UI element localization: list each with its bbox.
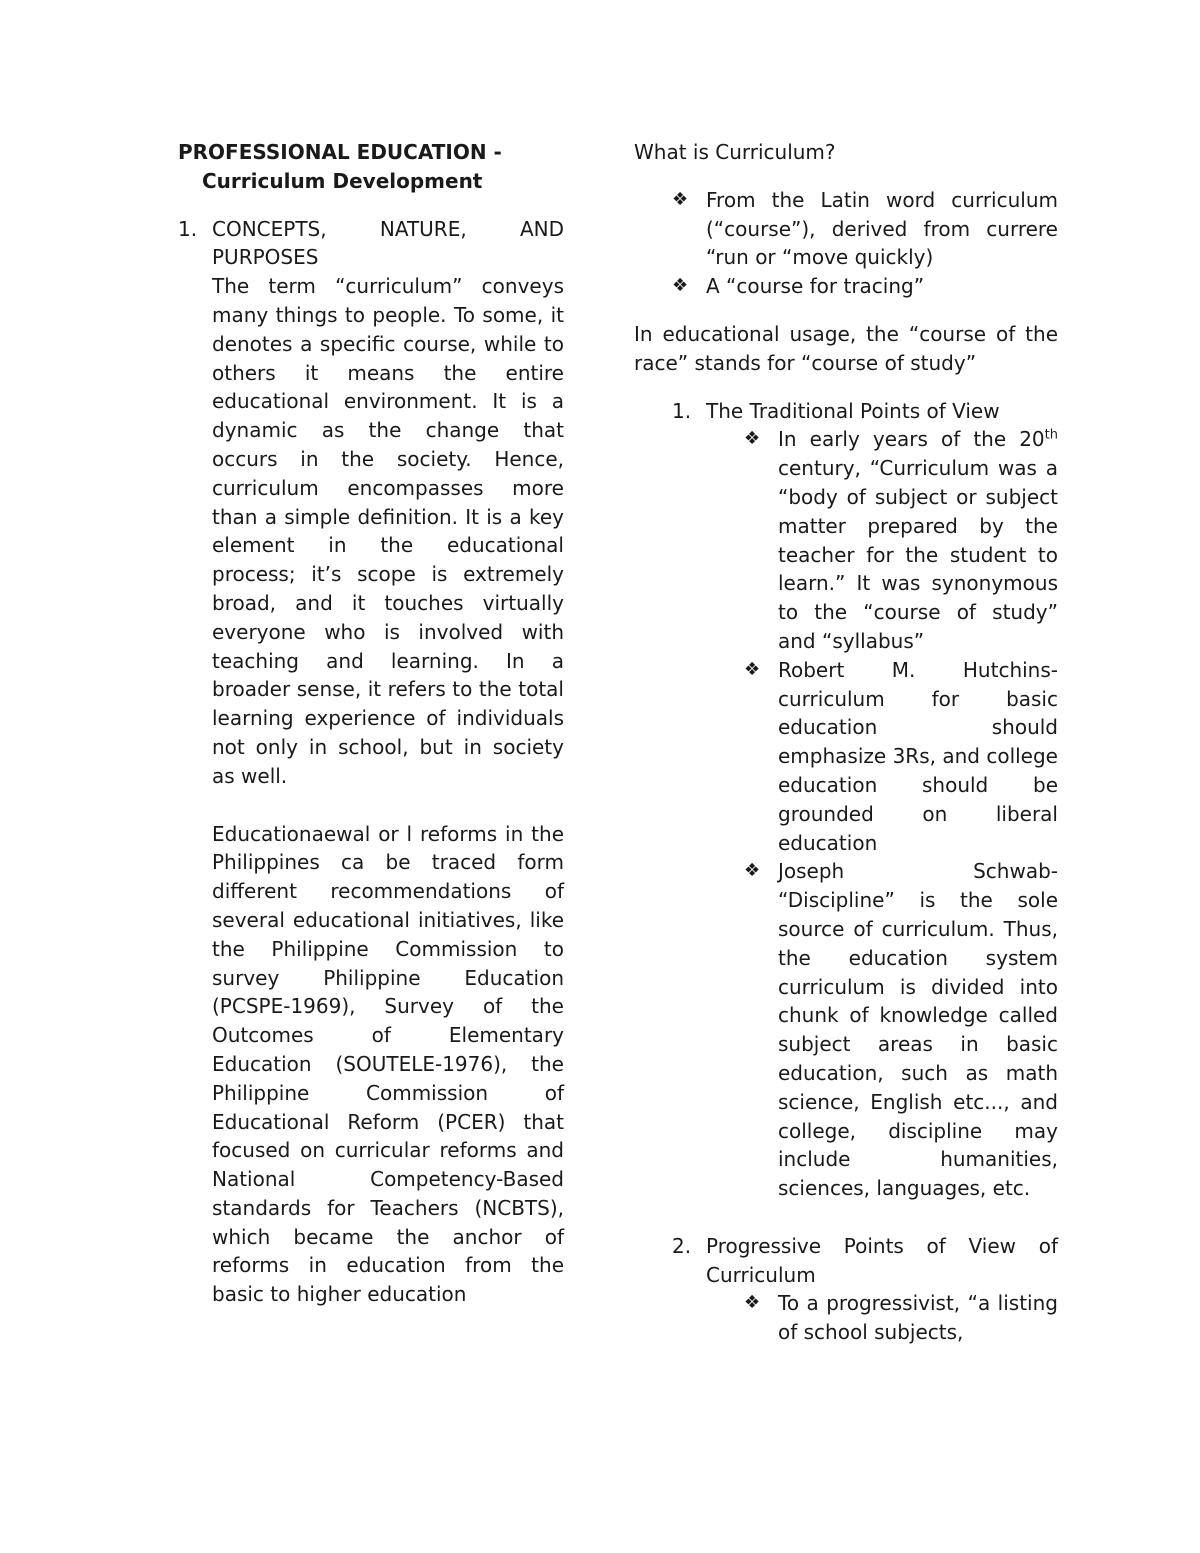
traditional-bullet-list (706, 425, 1058, 1203)
question-heading: What is Curriculum? (634, 140, 836, 164)
right-column (634, 138, 1058, 1347)
progressive-bullet-list (706, 1289, 1058, 1347)
bullet-text: Robert M. Hutchins-curriculum for basic education should emphasize 3Rs, and college education should be grounded on liberal education (778, 657, 1058, 855)
bullet-text: Joseph Schwab- “Discipline” is the sole source of curriculum. Thus, the education system curriculum is divided into chunk of knowledge called subject areas in basic education, such as math science, English etc..., and college, discipline may include humanities, sciences, languages, etc. (778, 859, 1058, 1201)
bullet-text-part: century, “Curriculum was a “body of subject or subject matter prepared by the teacher for the student to learn.” It was synonymous to the “course of study” and “syllabus” (778, 456, 1058, 653)
item-heading: CONCEPTS, NATURE, AND PURPOSES (212, 216, 564, 270)
bullet-text: From the Latin word curriculum (“course”), derived from currere “run or “move quickly) (706, 187, 1058, 270)
list-item (742, 857, 1058, 1203)
intro-bullet-list (634, 186, 1058, 301)
bullet-text-part: In early years of the 20 (778, 427, 1045, 452)
item-heading: The Traditional Points of View (706, 398, 1000, 423)
numbered-item-progressive (672, 1232, 1058, 1347)
bullet-text: To a progressivist, “a listing of school subjects, (778, 1291, 1058, 1345)
list-item (742, 656, 1058, 858)
superscript: th (1044, 427, 1058, 443)
list-item (742, 1289, 1058, 1347)
bullet-text (778, 425, 1058, 655)
item-number: 1. (178, 216, 198, 241)
diamond-bullet-icon: ❖ (672, 188, 689, 210)
diamond-bullet-icon: ❖ (672, 275, 689, 297)
diamond-bullet-icon: ❖ (744, 658, 761, 680)
diamond-bullet-icon: ❖ (744, 860, 761, 882)
bullet-text: A “course for tracing” (706, 274, 925, 299)
numbered-item-concepts (178, 215, 564, 1309)
document-subtitle: Curriculum Development (202, 168, 483, 193)
item-heading: Progressive Points of View of Curriculum (706, 1233, 1058, 1287)
list-item (670, 186, 1058, 272)
paragraph-curriculum-term: The term “curriculum” conveys many things to people. To some, it denotes a specific course, while to others it means the entire educational environment. It is a dynamic as the change that occurs in the society. Hence, curriculum encompasses more than a simple definition. It is a key element in the educational process; it’s scope is extremely broad, and it touches virtually everyone who is involved with teaching and learning. In a broader sense, it refers to the total learning experience of individuals not only in school, but in society as well. (212, 274, 564, 788)
diamond-bullet-icon: ❖ (744, 1292, 761, 1314)
item-number: 1. (672, 398, 692, 423)
item-number: 2. (672, 1233, 692, 1258)
diamond-bullet-icon: ❖ (744, 428, 761, 450)
list-item (670, 272, 1058, 301)
list-item (742, 425, 1058, 655)
usage-paragraph: In educational usage, the “course of the race” stands for “course of study” (634, 321, 1058, 375)
numbered-item-traditional (672, 397, 1058, 1203)
paragraph-educational-reforms: Educationaewal or l reforms in the Philippines ca be traced form different recommendations of several educational initiatives, like the Philippine Commission to survey Philippine Education (PCSPE-1969), Survey of the Outcomes of Elementary Education (SOUTELE-1976), the Philippine Commission of Educational Reform (PCER) that focused on curricular reforms and National Competency-Based standards for Teachers (NCBTS), which became the anchor of reforms in education from the basic to higher education (212, 821, 564, 1307)
document-title: PROFESSIONAL EDUCATION - (178, 140, 502, 164)
left-column (178, 138, 564, 1309)
